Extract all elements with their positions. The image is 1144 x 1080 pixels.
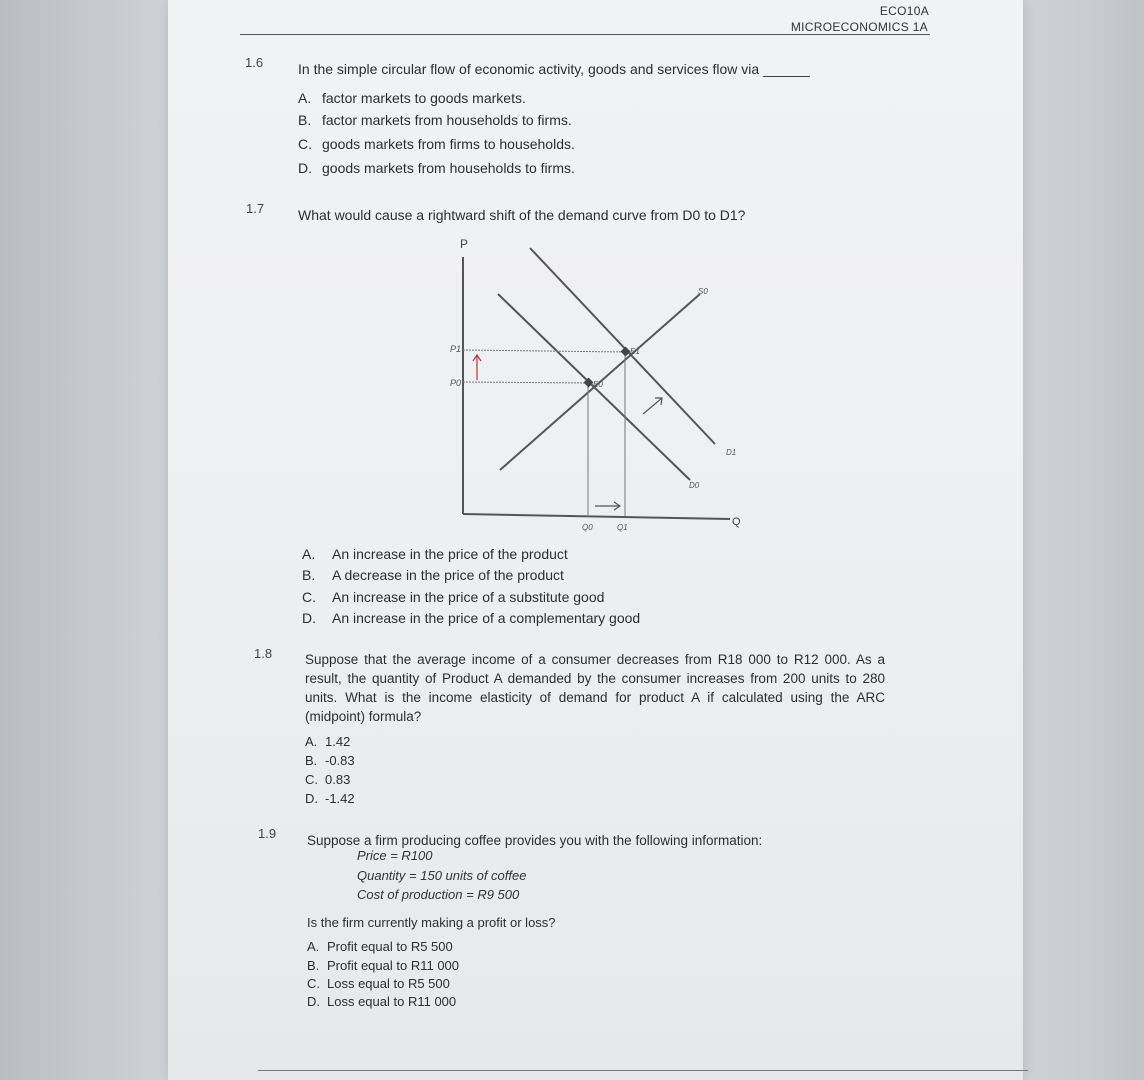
price-label-p0: P0: [450, 378, 462, 388]
option-1-7-a[interactable]: [302, 546, 568, 562]
question-text-1-6: In the simple circular flow of economic activity, goods and services flow via ______: [298, 61, 810, 77]
option-letter: D.: [305, 791, 318, 806]
option-letter: B.: [305, 753, 318, 768]
option-text: Profit equal to R5 500: [327, 939, 453, 954]
info-quantity: Quantity = 150 units of coffee: [357, 868, 527, 883]
option-text: -1.42: [325, 791, 355, 806]
info-cost: Cost of production = R9 500: [357, 887, 520, 902]
question-text-1-9: Suppose a firm producing coffee provides you with the following information:: [307, 833, 763, 848]
option-text: A decrease in the price of the product: [332, 567, 564, 583]
footer-rule: [258, 1070, 1028, 1071]
option-1-9-c[interactable]: [307, 976, 450, 991]
option-1-9-d[interactable]: [307, 994, 456, 1009]
option-text: Loss equal to R11 000: [327, 994, 457, 1009]
option-1-6-b[interactable]: [298, 112, 572, 128]
equilibrium-point-e1: [621, 347, 631, 357]
option-letter: D.: [298, 160, 312, 176]
question-prompt-1-9: Is the firm currently making a profit or loss?: [307, 915, 556, 930]
option-letter: A.: [302, 546, 316, 562]
option-text: factor markets from households to firms.: [322, 112, 572, 128]
option-text: An increase in the price of a substitute good: [332, 589, 605, 605]
option-text: Profit equal to R11 000: [327, 958, 460, 973]
option-text: goods markets from households to firms.: [322, 160, 575, 176]
quantity-increase-arrow-icon: [595, 502, 620, 510]
option-1-9-b[interactable]: [307, 958, 459, 973]
p0-guide-line: [463, 382, 588, 383]
option-1-7-d[interactable]: [302, 610, 640, 626]
equilibrium-label-e0: E0: [593, 380, 603, 389]
option-1-8-b[interactable]: [305, 753, 355, 768]
quantity-axis-label: Q: [732, 516, 741, 528]
exam-paper: [168, 0, 1023, 1080]
option-letter: B.: [302, 567, 316, 583]
option-text: 1.42: [325, 734, 351, 749]
option-letter: A.: [298, 90, 312, 106]
option-text: An increase in the price of a complementary good: [332, 610, 641, 626]
option-text: An increase in the price of the product: [332, 546, 568, 562]
option-1-8-c[interactable]: [305, 772, 350, 787]
option-1-6-c[interactable]: [298, 136, 575, 152]
supply-demand-diagram: [440, 232, 760, 537]
p1-guide-line: [463, 350, 625, 352]
option-text: Loss equal to R5 500: [327, 976, 450, 991]
option-letter: C.: [298, 136, 312, 152]
question-number-1-7: 1.7: [246, 201, 265, 216]
question-number-1-8: 1.8: [254, 646, 273, 661]
option-letter: A.: [305, 734, 318, 749]
quantity-label-q0: Q0: [582, 523, 593, 532]
option-1-9-a[interactable]: [307, 939, 453, 954]
option-1-8-d[interactable]: [305, 791, 355, 806]
demand-shift-arrow-icon: [643, 398, 662, 414]
option-text: 0.83: [325, 772, 351, 787]
quantity-label-q1: Q1: [617, 523, 628, 532]
option-letter: D.: [302, 610, 316, 626]
option-letter: D.: [307, 994, 320, 1009]
option-text: goods markets from firms to households.: [322, 136, 575, 152]
option-letter: C.: [307, 976, 320, 991]
option-letter: A.: [307, 939, 320, 954]
quantity-axis: [463, 514, 730, 519]
price-label-p1: P1: [450, 344, 462, 354]
option-1-6-a[interactable]: [298, 90, 526, 106]
option-1-6-d[interactable]: [298, 160, 575, 176]
option-letter: B.: [307, 958, 320, 973]
option-letter: B.: [298, 112, 312, 128]
supply-label-s0: S0: [698, 287, 708, 296]
option-1-7-b[interactable]: [302, 567, 564, 583]
price-increase-arrow-icon: [473, 355, 481, 380]
header-rule: [240, 34, 930, 35]
course-code: ECO10A: [879, 4, 929, 18]
equilibrium-label-e1: E1: [630, 347, 640, 356]
info-price: Price = R100: [357, 848, 433, 863]
price-axis-label: P: [460, 237, 469, 251]
option-letter: C.: [305, 772, 318, 787]
question-number-1-6: 1.6: [245, 55, 264, 70]
question-text-1-7: What would cause a rightward shift of the demand curve from D0 to D1?: [298, 207, 746, 223]
course-title: MICROECONOMICS 1A: [790, 20, 928, 34]
question-text-1-8: Suppose that the average income of a consumer decreases from R18 000 to R12 000. As a result, the quantity of Product A demanded by the consumer increases from 200 units to 280 units. What is the income elasticity of demand for product A if calculated using the ARC (midpoint) formula?: [305, 652, 885, 724]
option-1-8-a[interactable]: [305, 734, 350, 749]
demand-label-d0: D0: [689, 481, 700, 490]
option-text: -0.83: [325, 753, 355, 768]
option-letter: C.: [302, 589, 316, 605]
demand-label-d1: D1: [726, 448, 737, 457]
option-text: factor markets to goods markets.: [322, 90, 526, 106]
option-1-7-c[interactable]: [302, 589, 604, 605]
question-number-1-9: 1.9: [258, 826, 277, 841]
